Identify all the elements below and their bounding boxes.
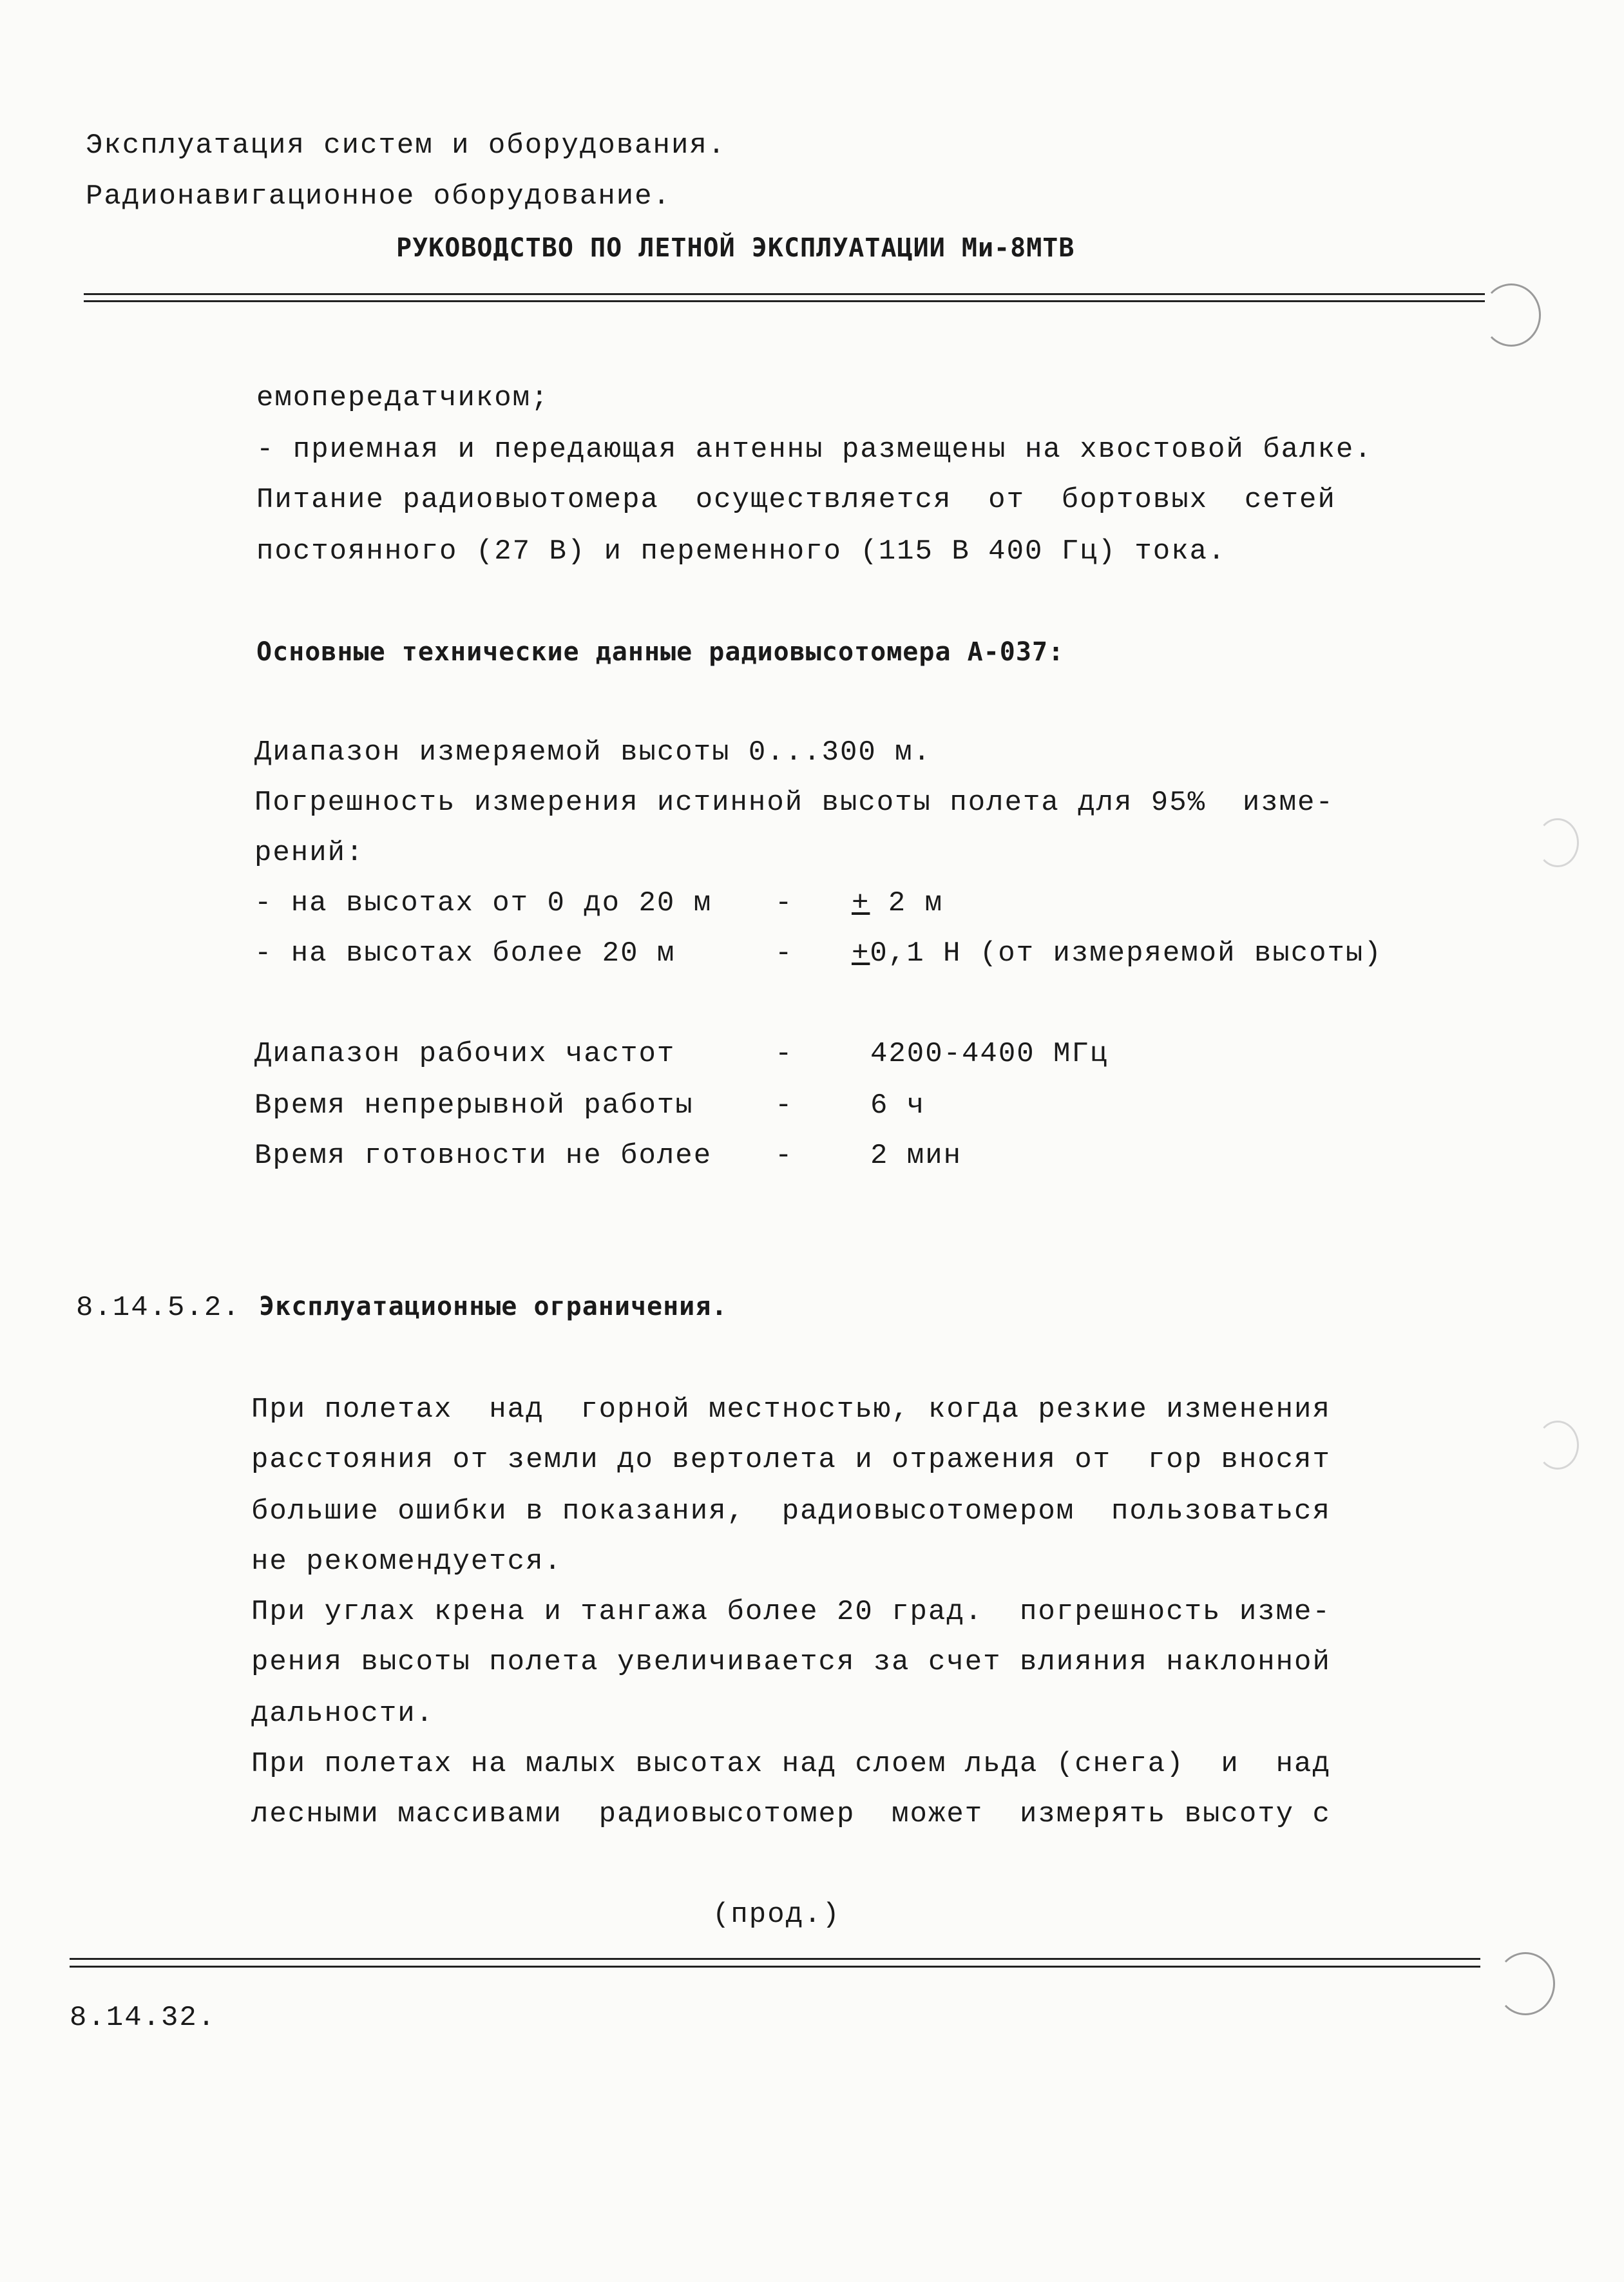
- continued-note: (прод.): [712, 1899, 841, 1931]
- spec-row1-label: - на высотах от 0 до 20 м: [254, 887, 712, 919]
- spec-ready-value: 2 мин: [870, 1140, 962, 1172]
- intro-line-4: постоянного (27 В) и переменного (115 В 400 Гц) тока.: [256, 535, 1227, 568]
- spec-row2-label: - на высотах более 20 м: [254, 937, 676, 970]
- spec-range: Диапазон измеряемой высоты 0...300 м.: [254, 736, 931, 769]
- footer-rule-bottom: [70, 1966, 1480, 1968]
- plus-minus-sign: +: [852, 887, 870, 919]
- binder-hole: [1536, 818, 1579, 867]
- specs-heading: Основные технические данные радиовысотомера А-037:: [256, 637, 1065, 667]
- limits-line-5: При углах крена и тангажа более 20 град. погрешность изме-: [251, 1596, 1331, 1628]
- limits-line-3: большие ошибки в показания, радиовысотомером пользоваться: [251, 1495, 1331, 1528]
- limits-line-6: рения высоты полета увеличивается за счет влияния наклонной: [251, 1646, 1331, 1678]
- limits-line-4: не рекомендуется.: [251, 1546, 562, 1578]
- footer-rule-top: [70, 1958, 1480, 1960]
- spec-row1-value: [852, 884, 943, 923]
- section-heading: [76, 1287, 727, 1327]
- page-number: 8.14.32.: [70, 2002, 216, 2034]
- section-number: 8.14.5.2.: [76, 1292, 241, 1324]
- spec-time-label: Время непрерывной работы: [254, 1089, 694, 1122]
- limits-line-1: При полетах над горной местностью, когда резкие изменения: [251, 1394, 1331, 1426]
- spec-error-line-2: рений:: [254, 837, 365, 869]
- spec-ready-label: Время готовности не более: [254, 1140, 712, 1172]
- spec-freq-label: Диапазон рабочих частот: [254, 1038, 676, 1070]
- header-line-1: Эксплуатация систем и оборудования.: [86, 129, 727, 162]
- spec-ready-dash: -: [775, 1140, 794, 1172]
- header-line-2: Радионавигационное оборудование.: [86, 180, 671, 213]
- header-rule-bottom: [84, 300, 1485, 302]
- spec-freq-value: 4200-4400 МГц: [870, 1038, 1109, 1070]
- section-title: Эксплуатационные ограничения.: [259, 1292, 728, 1321]
- limits-line-7: дальности.: [251, 1698, 435, 1730]
- header-rule-top: [84, 293, 1485, 295]
- limits-line-9: лесными массивами радиовысотомер может измерять высоту с: [251, 1798, 1331, 1830]
- spec-freq-dash: -: [775, 1038, 794, 1070]
- intro-line-1: емопередатчиком;: [256, 382, 549, 414]
- spec-time-dash: -: [775, 1089, 794, 1122]
- spec-row1-amount: 2 м: [870, 887, 944, 919]
- intro-line-3: Питание радиовыотомера осуществляется от бортовых сетей: [256, 484, 1336, 516]
- spec-row2-amount: 0,1 Н (от измеряемой высоты): [870, 937, 1382, 970]
- spec-row1-dash: -: [775, 887, 794, 919]
- plus-minus-sign: +: [852, 937, 870, 970]
- spec-row2-value: [852, 934, 1382, 973]
- limits-line-8: При полетах на малых высотах над слоем льда (снега) и над: [251, 1748, 1331, 1780]
- spec-time-value: 6 ч: [870, 1089, 926, 1122]
- binder-hole: [1536, 1421, 1579, 1470]
- spec-row2-dash: -: [775, 937, 794, 970]
- document-title: РУКОВОДСТВО ПО ЛЕТНОЙ ЭКСПЛУАТАЦИИ Ми-8МТВ: [396, 233, 1075, 263]
- spec-error-line-1: Погрешность измерения истинной высоты полета для 95% изме-: [254, 787, 1334, 819]
- intro-line-2: - приемная и передающая антенны размещены на хвостовой балке.: [256, 434, 1373, 466]
- binder-hole: [1496, 1952, 1555, 2015]
- limits-line-2: расстояния от земли до вертолета и отражения от гор вносят: [251, 1444, 1331, 1476]
- binder-hole: [1482, 283, 1541, 347]
